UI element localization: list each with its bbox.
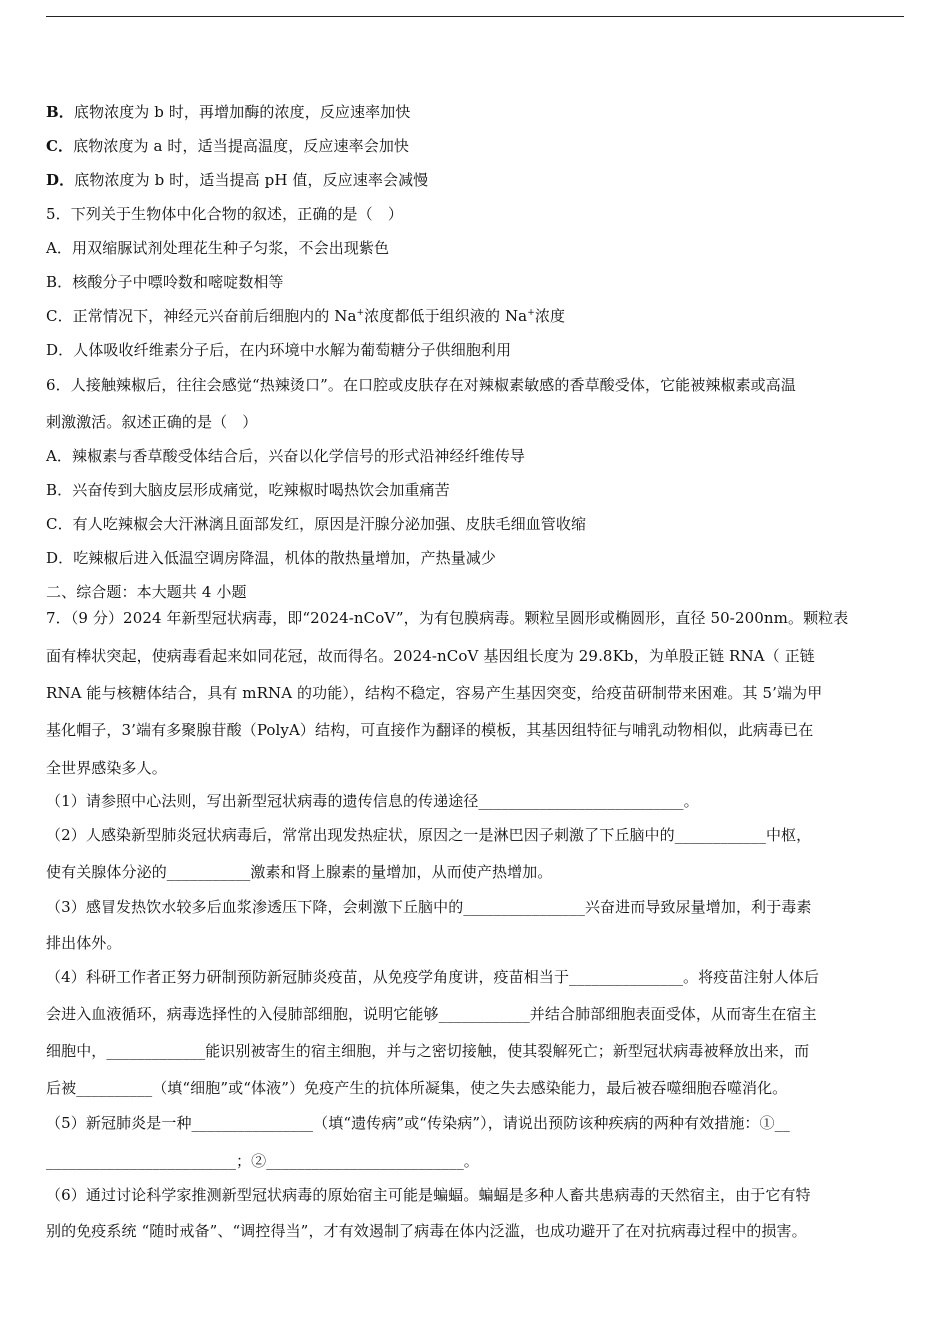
q5-stem: 5．下列关于生物体中化合物的叙述，正确的是（ ） [46,205,403,223]
section-heading: 二、综合题：本大题共 4 小题 [46,583,247,601]
q7-part4-line3: 细胞中，_____________能识别被寄生的宿主细胞，并与之密切接触，使其裂解死亡；新型冠状病毒被释放出来，而 [46,1042,810,1060]
q7-part4-line4: 后被__________（填“细胞”或“体液”）免疫产生的抗体所凝集，使之失去感染能力，最后被吞噬细胞吞噬消化。 [46,1079,788,1097]
q6-option-a: A．辣椒素与香草酸受体结合后，兴奋以化学信号的形式沿神经纤维传导 [46,447,526,465]
q7-part3-line2: 排出体外。 [46,934,122,952]
q5-option-a: A．用双缩脲试剂处理花生种子匀浆，不会出现紫色 [46,239,390,257]
q7-part1: （1）请参照中心法则，写出新型冠状病毒的遗传信息的传递途径___________________________。 [46,792,699,810]
q7-part5-line2: _________________________；②__________________________。 [46,1152,479,1170]
q7-part5-line1: （5）新冠肺炎是一种________________（填“遗传病”或“传染病”），请说出预防该种疾病的两种有效措施：①__ [46,1114,790,1132]
q6-option-d: D．吃辣椒后进入低温空调房降温，机体的散热量增加，产热量减少 [46,549,497,567]
q5-option-d: D．人体吸收纤维素分子后，在内环境中水解为葡萄糖分子供细胞利用 [46,341,512,359]
q7-intro-line3: RNA 能与核糖体结合，具有 mRNA 的功能），结构不稳定，容易产生基因突变，给疫苗研制带来困难。其 5’端为甲 [46,684,823,702]
header-rule [46,16,904,17]
q4-option-d: D．底物浓度为 b 时，适当提高 pH 值，反应速率会减慢 [46,171,429,189]
q4-option-c: C．底物浓度为 a 时，适当提高温度，反应速率会加快 [46,137,410,155]
q7-intro-line1: 7．（9 分）2024 年新型冠状病毒，即“2024-nCoV”，为有包膜病毒。颗粒呈圆形或椭圆形，直径 50-200nm。颗粒表 [46,609,849,627]
q7-part4-line1: （4）科研工作者正努力研制预防新冠肺炎疫苗，从免疫学角度讲，疫苗相当于_______________。将疫苗注射人体后 [46,968,819,986]
q7-part6-line1: （6）通过讨论科学家推测新型冠状病毒的原始宿主可能是蝙蝠。蝙蝠是多种人畜共患病毒的天然宿主，由于它有特 [46,1186,811,1204]
q7-part2-line1: （2）人感染新型肺炎冠状病毒后，常常出现发热症状，原因之一是淋巴因子刺激了下丘脑中的____________中枢， [46,826,812,844]
q6-stem-line2: 刺激激活。叙述正确的是（ ） [46,413,258,431]
q7-intro-line5: 全世界感染多人。 [46,759,167,777]
q7-part6-line2: 别的免疫系统 “随时戒备”、“调控得当”，才有效遏制了病毒在体内泛滥，也成功避开了在对抗病毒过程中的损害。 [46,1222,807,1240]
q6-option-b: B．兴奋传到大脑皮层形成痛觉，吃辣椒时喝热饮会加重痛苦 [46,481,450,499]
q7-intro-line4: 基化帽子，3’端有多聚腺苷酸（PolyA）结构，可直接作为翻译的模板，其基因组特征与哺乳动物相似，此病毒已在 [46,721,814,739]
q4-option-b: B．底物浓度为 b 时，再增加酶的浓度，反应速率加快 [46,103,411,121]
q6-stem-line1: 6．人接触辣椒后，往往会感觉“热辣烫口”。在口腔或皮肤存在对辣椒素敏感的香草酸受体，它能被辣椒素或高温 [46,376,796,394]
q7-part4-line2: 会进入血液循环，病毒选择性的入侵肺部细胞，说明它能够____________并结合肺部细胞表面受体，从而寄生在宿主 [46,1005,817,1023]
q5-option-c: C．正常情况下，神经元兴奋前后细胞内的 Na+浓度都低于组织液的 Na+浓度 [46,307,566,325]
q7-part2-line2: 使有关腺体分泌的___________激素和肾上腺素的量增加，从而使产热增加。 [46,863,553,881]
q7-part3-line1: （3）感冒发热饮水较多后血浆渗透压下降，会刺激下丘脑中的________________兴奋进而导致尿量增加，利于毒素 [46,898,812,916]
q5-option-b: B．核酸分子中嘌呤数和嘧啶数相等 [46,273,284,291]
q6-option-c: C．有人吃辣椒会大汗淋漓且面部发红，原因是汗腺分泌加强、皮肤毛细血管收缩 [46,515,587,533]
q7-intro-line2: 面有棒状突起，使病毒看起来如同花冠，故而得名。2024-nCoV 基因组长度为 29.8Kb，为单股正链 RNA（ 正链 [46,647,815,665]
